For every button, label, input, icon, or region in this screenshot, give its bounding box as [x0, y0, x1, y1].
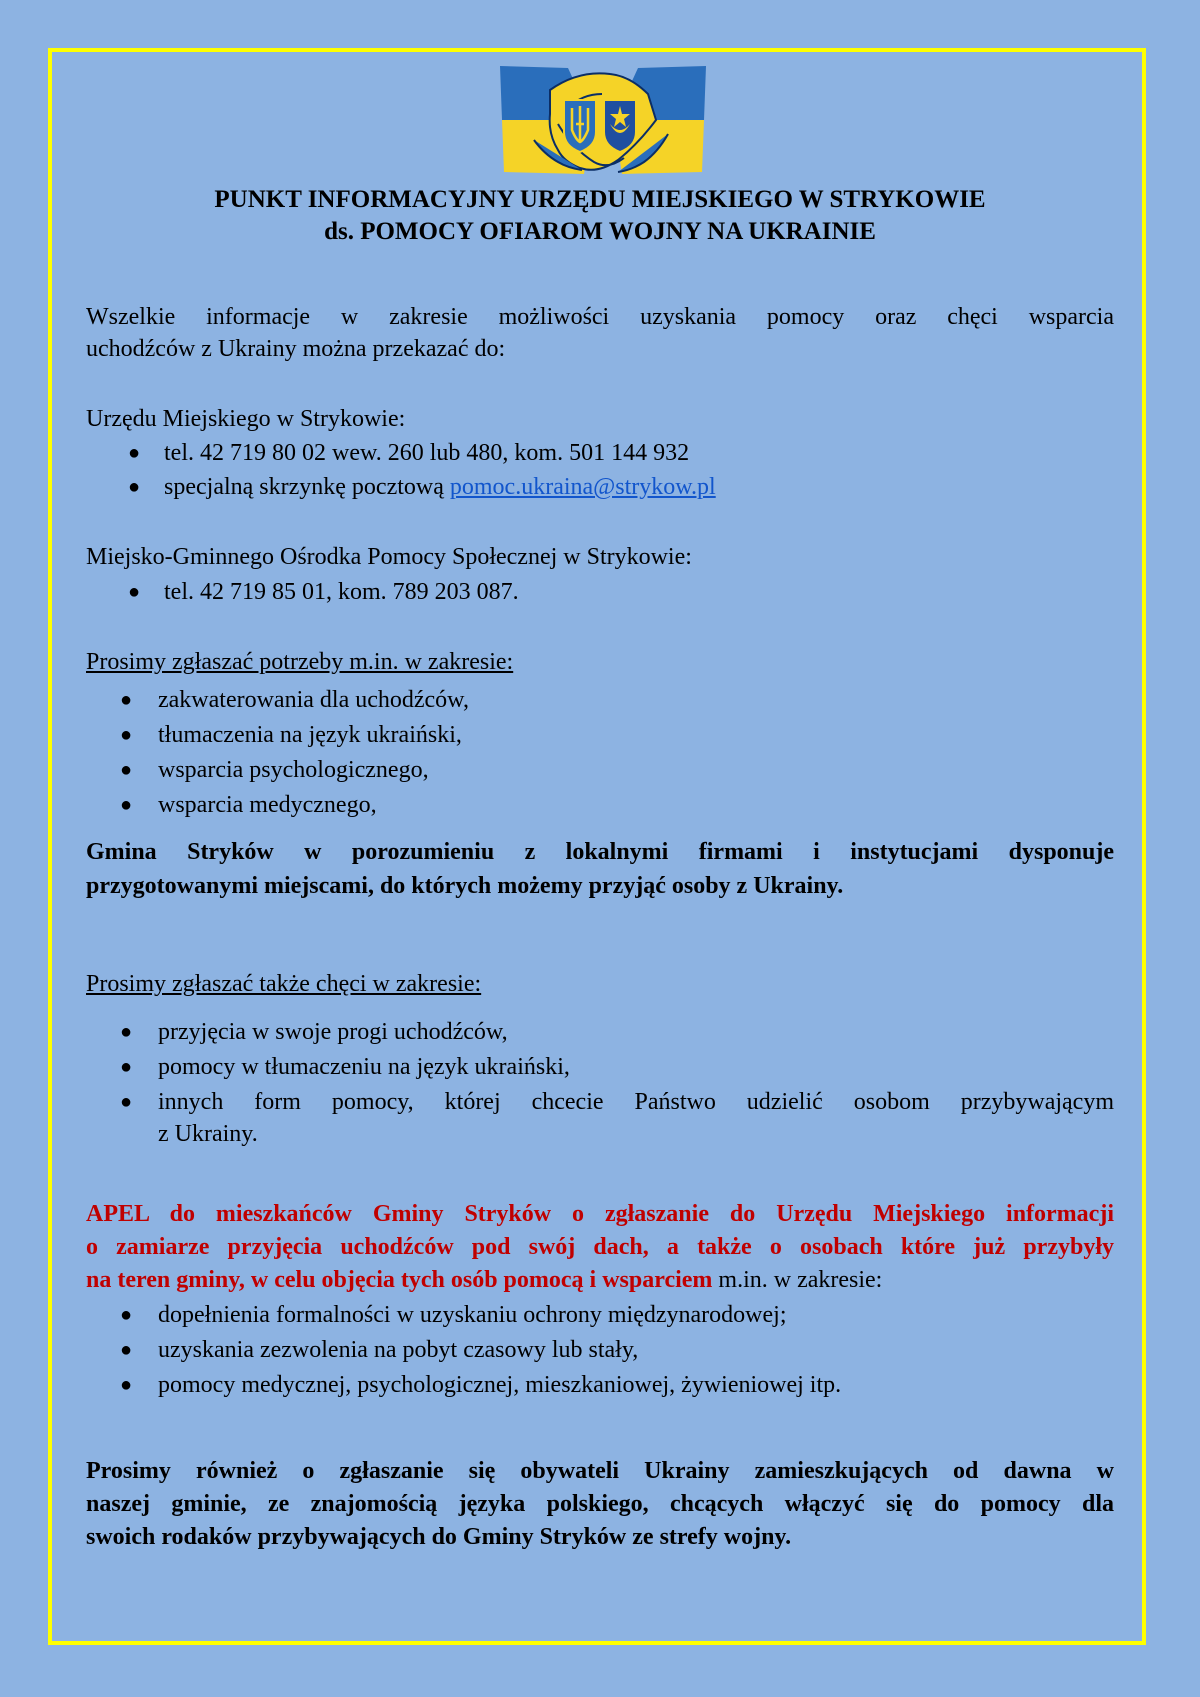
needs-item: zakwaterowania dla uchodźców, [158, 687, 469, 713]
bullet-icon: ● [120, 1056, 133, 1078]
urzad-mailbox [164, 471, 716, 503]
bullet-icon: ● [120, 794, 133, 816]
mgops-heading: Miejsko-Gminnego Ośrodka Pomocy Społecznej w Strykowie: [86, 544, 692, 570]
bullet-icon: ● [120, 689, 133, 711]
bullet-icon: ● [120, 1374, 133, 1396]
apel-line-2: o zamiarze przyjęcia uchodźców pod swój dach, a także o osobach które już przybyły [86, 1234, 1114, 1260]
gmina-line-1: Gmina Stryków w porozumieniu z lokalnymi firmami i instytucjami dysponuje [86, 839, 1114, 865]
intro-line-2: uchodźców z Ukrainy można przekazać do: [86, 336, 506, 362]
mgops-phone: tel. 42 719 85 01, kom. 789 203 087. [164, 579, 519, 605]
apel-line-3-highlight: na teren gminy, w celu objęcia tych osób pomocą i wsparciem [86, 1267, 713, 1293]
needs-heading: Prosimy zgłaszać potrzeby m.in. w zakresie: [86, 649, 514, 675]
handshake-logo-icon [498, 64, 708, 180]
urzad-heading: Urzędu Miejskiego w Strykowie: [86, 406, 406, 432]
apel-line-3-rest: m.in. w zakresie: [712, 1267, 883, 1293]
closing-line-2: naszej gminie, ze znajomością języka polskiego, chcących włączyć się do pomocy dla [86, 1491, 1114, 1517]
needs-item: tłumaczenia na język ukraiński, [158, 722, 462, 748]
offers-item: pomocy w tłumaczeniu na język ukraiński, [158, 1054, 570, 1080]
apel-item: uzyskania zezwolenia na pobyt czasowy lub stały, [158, 1337, 639, 1363]
bullet-icon: ● [120, 1091, 133, 1113]
bullet-icon: ● [128, 442, 141, 464]
urzad-mailbox-label: specjalną skrzynkę pocztową [164, 474, 450, 500]
bullet-icon: ● [120, 1304, 133, 1326]
page-title-line-1: PUNKT INFORMACYJNY URZĘDU MIEJSKIEGO W STRYKOWIE [214, 186, 986, 213]
offers-item: innych form pomocy, której chcecie Państwo udzielić osobom przybywającym [158, 1089, 1114, 1115]
email-link[interactable]: pomoc.ukraina@strykow.pl [449, 474, 716, 500]
apel-line-3 [86, 1264, 882, 1296]
apel-item: dopełnienia formalności w uzyskaniu ochrony międzynarodowej; [158, 1302, 787, 1328]
apel-line-1: APEL do mieszkańców Gminy Stryków o zgłaszanie do Urzędu Miejskiego informacji [86, 1201, 1114, 1227]
apel-item: pomocy medycznej, psychologicznej, mieszkaniowej, żywieniowej itp. [158, 1372, 842, 1398]
offers-heading: Prosimy zgłaszać także chęci w zakresie: [86, 971, 482, 997]
closing-line-1: Prosimy również o zgłaszanie się obywateli Ukrainy zamieszkujących od dawna w [86, 1458, 1114, 1484]
bullet-icon: ● [128, 476, 141, 498]
bullet-icon: ● [120, 724, 133, 746]
offers-item: przyjęcia w swoje progi uchodźców, [158, 1019, 508, 1045]
urzad-phone: tel. 42 719 80 02 wew. 260 lub 480, kom. 501 144 932 [164, 440, 690, 466]
page-title-line-2: ds. POMOCY OFIAROM WOJNY NA UKRAINIE [324, 218, 876, 245]
offers-item-continuation: z Ukrainy. [158, 1121, 258, 1147]
bullet-icon: ● [120, 1021, 133, 1043]
needs-item: wsparcia psychologicznego, [158, 757, 429, 783]
needs-item: wsparcia medycznego, [158, 792, 377, 818]
bullet-icon: ● [120, 1339, 133, 1361]
bullet-icon: ● [120, 759, 133, 781]
closing-line-3: swoich rodaków przybywających do Gminy Stryków ze strefy wojny. [86, 1524, 792, 1550]
gmina-line-2: przygotowanymi miejscami, do których możemy przyjąć osoby z Ukrainy. [86, 873, 844, 899]
intro-line-1: Wszelkie informacje w zakresie możliwości uzyskania pomocy oraz chęci wsparcia [86, 304, 1114, 330]
bullet-icon: ● [128, 581, 141, 603]
